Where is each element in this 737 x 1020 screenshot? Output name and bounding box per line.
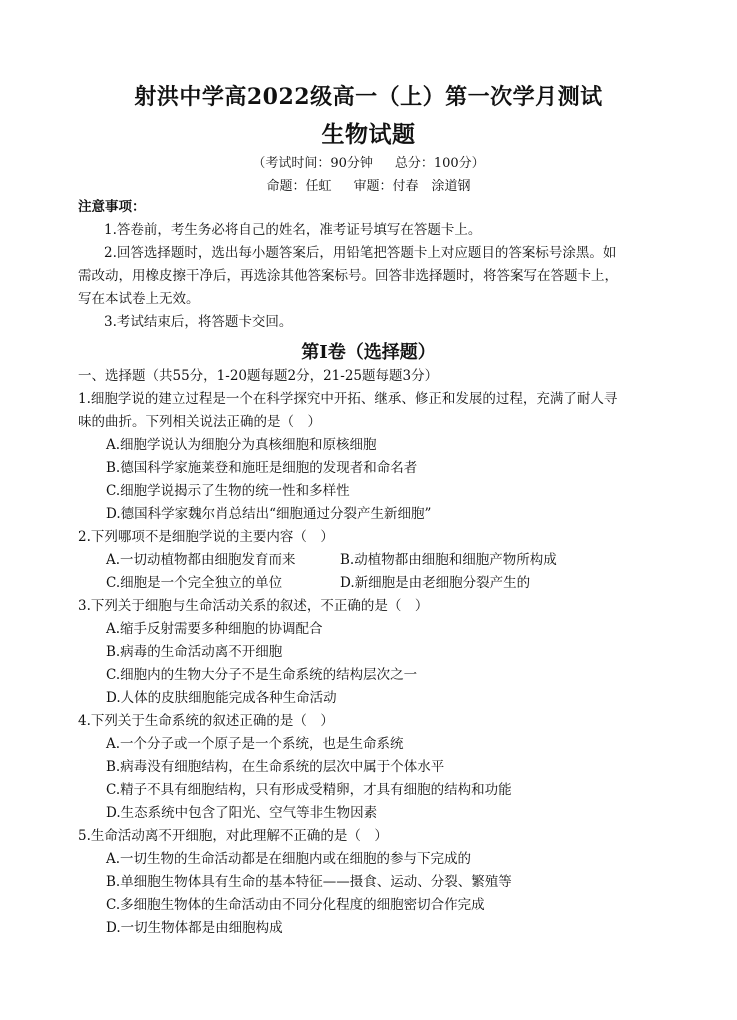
exam-time: （考试时间：90分钟 — [252, 156, 373, 171]
q3-option-d: D.人体的皮肤细胞能完成各种生命活动 — [106, 690, 337, 706]
q5-option-b: B.单细胞生物体具有生命的基本特征——摄食、运动、分裂、繁殖等 — [106, 874, 512, 890]
q4-option-d: D.生态系统中包含了阳光、空气等非生物因素 — [106, 805, 378, 821]
q4-option-c: C.精子不具有细胞结构，只有形成受精卵，才具有细胞的结构和功能 — [106, 782, 512, 798]
q1-stem-line-1: 1.细胞学说的建立过程是一个在科学探究中开拓、继承、修正和发展的过程，充满了耐人寻 — [78, 391, 618, 407]
section-intro: 一、选择题（共55分，1-20题每题2分，21-25题每题3分） — [78, 368, 439, 384]
q1-option-b: B.德国科学家施莱登和施旺是细胞的发现者和命名者 — [106, 460, 418, 476]
q1-option-d: D.德国科学家魏尔肖总结出“细胞通过分裂产生新细胞” — [106, 506, 432, 522]
notice-item-2-line-2: 需改动，用橡皮擦干净后，再选涂其他答案标号。回答非选择题时，将答案写在答题卡上， — [78, 268, 618, 284]
q1-option-a: A.细胞学说认为细胞分为真核细胞和原核细胞 — [106, 437, 377, 453]
q2-option-b: B.动植物都由细胞和细胞产物所构成 — [340, 552, 557, 568]
q5-stem: 5.生命活动离不开细胞，对此理解不正确的是（ ） — [78, 828, 388, 844]
q2-option-a: A.一切动植物都由细胞发育而来 — [106, 552, 296, 568]
notice-item-3: 3.考试结束后，将答题卡交回。 — [104, 314, 293, 330]
q4-option-b: B.病毒没有细胞结构，在生命系统的层次中属于个体水平 — [106, 759, 445, 775]
notice-heading: 注意事项： — [78, 199, 146, 215]
total-score: 总分：100分） — [394, 156, 485, 171]
q5-option-d: D.一切生物体都是由细胞构成 — [106, 920, 283, 936]
exam-time-score — [0, 152, 737, 171]
q5-option-a: A.一切生物的生命活动都是在细胞内或在细胞的参与下完成的 — [106, 851, 472, 867]
q2-option-c: C.细胞是一个完全独立的单位 — [106, 575, 283, 591]
exam-staff — [0, 175, 737, 194]
q1-stem-line-2: 味的曲折。下列相关说法正确的是（ ） — [78, 414, 321, 430]
q3-stem: 3.下列关于细胞与生命活动关系的叙述，不正确的是（ ） — [78, 598, 429, 614]
q3-option-a: A.缩手反射需要多种细胞的协调配合 — [106, 621, 323, 637]
q5-option-c: C.多细胞生物体的生命活动由不同分化程度的细胞密切合作完成 — [106, 897, 485, 913]
q3-option-b: B.病毒的生命活动离不开细胞 — [106, 644, 283, 660]
setter: 命题：任虹 — [266, 179, 332, 194]
q2-option-d: D.新细胞是由老细胞分裂产生的 — [340, 575, 531, 591]
notice-item-2-line-3: 写在本试卷上无效。 — [78, 291, 200, 307]
q2-stem: 2.下列哪项不是细胞学说的主要内容（ ） — [78, 529, 334, 545]
notice-item-2-line-1: 2.回答选择题时，选出每小题答案后，用铅笔把答题卡上对应题目的答案标号涂黑。如 — [104, 245, 617, 261]
q1-option-c: C.细胞学说揭示了生物的统一性和多样性 — [106, 483, 350, 499]
reviewer: 审题：付春 涂道钢 — [353, 179, 471, 194]
exam-title: 射洪中学高2022级高一（上）第一次学月测试 — [134, 84, 603, 110]
exam-subtitle: 生物试题 — [321, 121, 416, 148]
q4-stem: 4.下列关于生命系统的叙述正确的是（ ） — [78, 713, 334, 729]
notice-item-1: 1.答卷前，考生务必将自己的姓名，准考证号填写在答题卡上。 — [104, 222, 482, 238]
q4-option-a: A.一个分子或一个原子是一个系统，也是生命系统 — [106, 736, 404, 752]
section-title: 第Ⅰ卷（选择题） — [301, 342, 436, 363]
q3-option-c: C.细胞内的生物大分子不是生命系统的结构层次之一 — [106, 667, 418, 683]
